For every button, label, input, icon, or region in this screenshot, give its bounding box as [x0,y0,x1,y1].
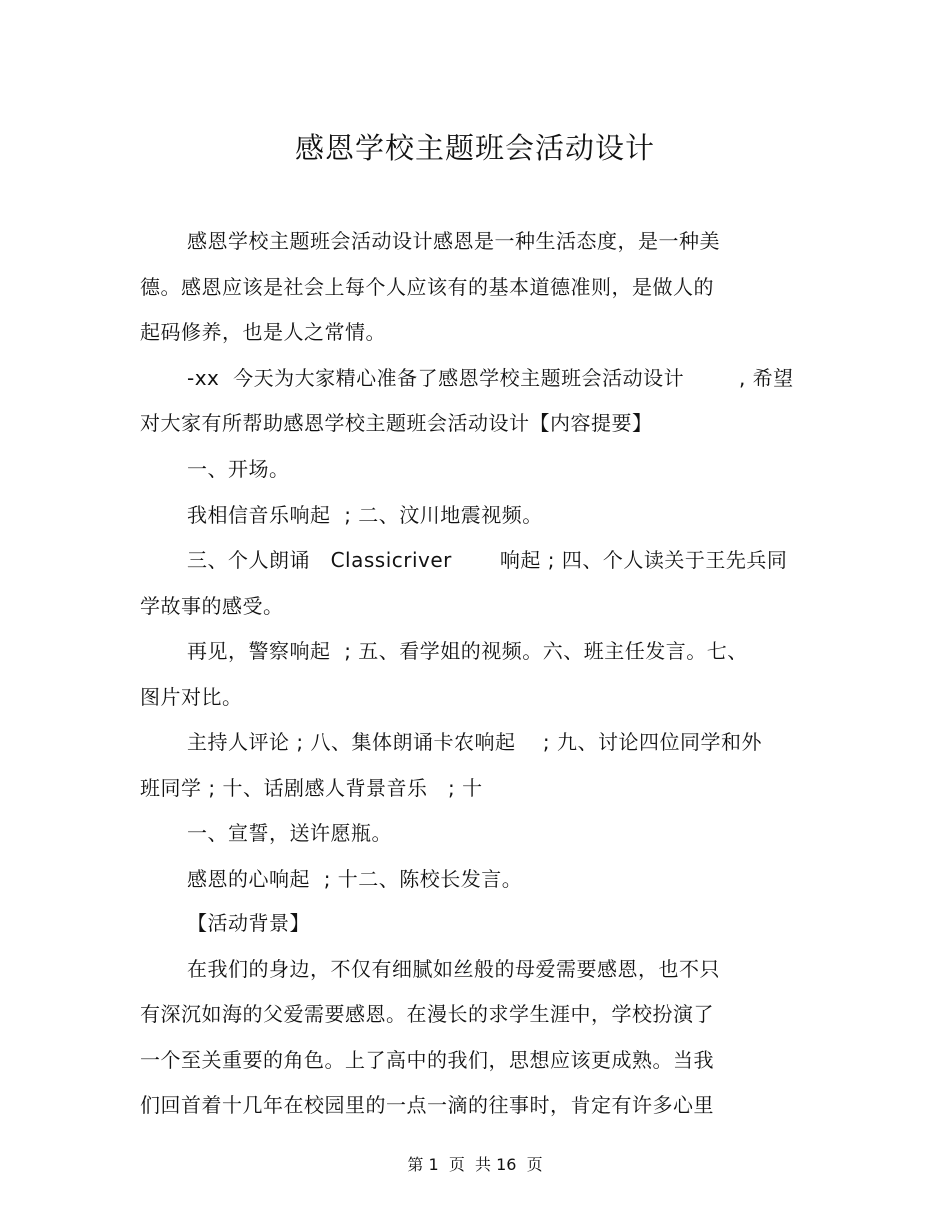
paragraph-line-18: 有深沉如海的父爱需要感恩。在漫长的求学生涯中，学校扮演了 [140,1002,714,1026]
paragraph-line-6: 一、开场。 [187,457,290,481]
paragraph-line-17: 在我们的身边，不仅有细腻如丝般的母爱需要感恩，也不只 [187,957,720,981]
paragraph-line-3: 起码修养，也是人之常情。 [140,320,386,344]
paragraph-line-10: 再见，警察响起 ; 五、看学姐的视频。六、班主任发言。七、 [187,639,748,663]
paragraph-line-8: 三、个人朗诵 Classicriver 响起 ; 四、个人读关于王先兵同 [187,548,788,572]
paragraph-line-9: 学故事的感受。 [140,594,284,618]
paragraph-line-11: 图片对比。 [140,685,243,709]
paragraph-line-14: 一、宣誓，送许愿瓶。 [187,821,392,845]
paragraph-line-4: -xx 今天为大家精心准备了感恩学校主题班会活动设计 , 希望 [187,366,794,390]
paragraph-line-19: 一个至关重要的角色。上了高中的我们，思想应该更成熟。当我 [140,1048,714,1072]
paragraph-line-7: 我相信音乐响起 ; 二、汶川地震视频。 [187,503,543,527]
paragraph-line-15: 感恩的心响起 ; 十二、陈校长发言。 [187,867,523,891]
section-heading-background: 【活动背景】 [187,911,310,935]
paragraph-line-12: 主持人评论 ; 八、集体朗诵卡农响起 ; 九、讨论四位同学和外 [187,730,762,754]
paragraph-line-1: 感恩学校主题班会活动设计感恩是一种生活态度，是一种美 [187,229,720,253]
paragraph-line-2: 德。感恩应该是社会上每个人应该有的基本道德准则，是做人的 [140,275,714,299]
page-footer: 第 1 页 共 16 页 [407,1155,543,1174]
paragraph-line-20: 们回首着十几年在校园里的一点一滴的往事时，肯定有许多心里 [140,1093,714,1117]
paragraph-line-5: 对大家有所帮助感恩学校主题班会活动设计【内容提要】 [140,411,653,435]
paragraph-line-13: 班同学 ; 十、话剧感人背景音乐 ; 十 [140,776,483,800]
document-title: 感恩学校主题班会活动设计 [294,131,655,165]
